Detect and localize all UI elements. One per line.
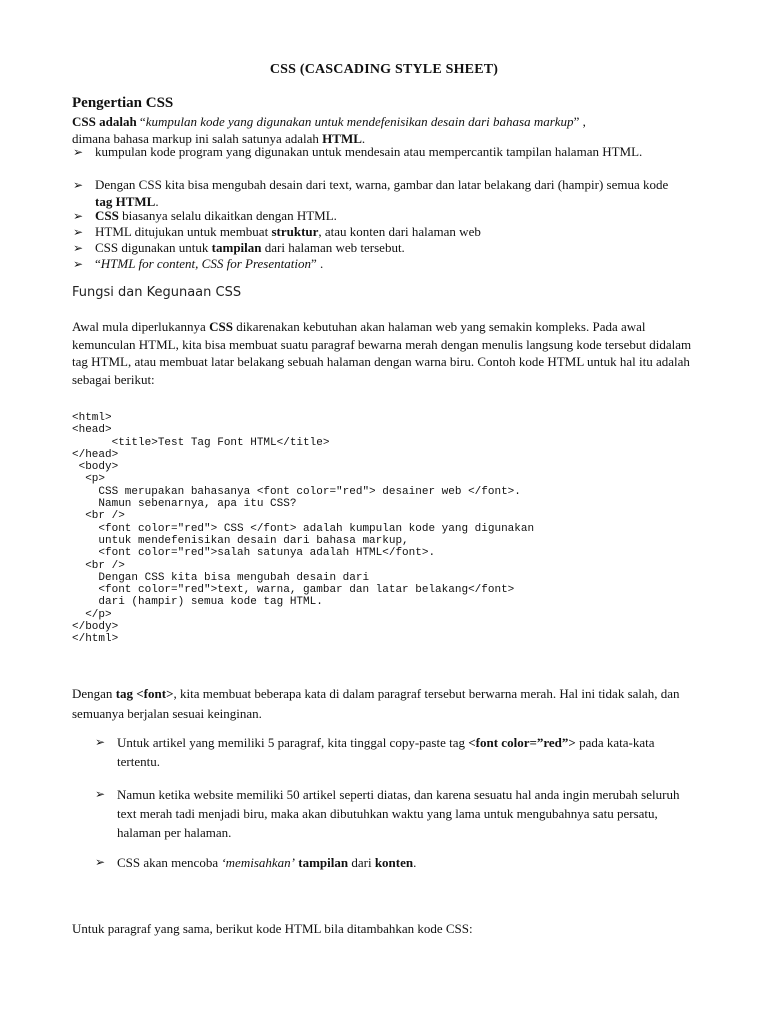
- bullet-text: Namun ketika website memiliki 50 artikel seperti diatas, dan karena sesuatu hal anda ingin merubah seluruh text merah tadi menjadi biru, maka akan dibutuhkan waktu yang lama untuk mengubahnya satu persatu, halaman per halaman.: [117, 787, 680, 840]
- list-item: [95, 785, 687, 842]
- arrow-bullet-icon: ➢: [95, 735, 106, 749]
- bullet-italic: HTML for content, CSS for Presentation: [100, 256, 311, 271]
- list-item: [73, 240, 685, 257]
- bullet-text-end: dari halaman web tersebut.: [261, 240, 405, 255]
- bullet-text-end: .: [155, 193, 159, 209]
- bullet-bold: tampilan: [298, 855, 349, 870]
- definition-line2: dimana bahasa markup ini salah satunya adalah: [72, 131, 323, 146]
- bullet-text: CSS digunakan untuk: [95, 240, 212, 255]
- definition-italic: kumpulan kode yang digunakan untuk mendefenisikan desain dari bahasa markup: [145, 114, 574, 129]
- bullet-bold: struktur: [271, 224, 319, 239]
- bullet-text: kumpulan kode program yang digunakan untuk mendesain atau mempercantik tampilan halaman HTML.: [95, 144, 643, 159]
- list-item: [73, 256, 685, 273]
- bullet-bold: CSS: [95, 208, 119, 223]
- quote-close: ” .: [310, 256, 324, 271]
- arrow-bullet-icon: ➢: [73, 145, 84, 159]
- arrow-bullet-icon: ➢: [73, 241, 84, 255]
- bullet-bold-2: konten: [374, 855, 414, 870]
- paragraph-bold: CSS: [209, 319, 233, 334]
- bullet-text: CSS akan mencoba: [117, 855, 222, 870]
- definition-bold: CSS adalah: [72, 114, 137, 129]
- quote-open: “: [95, 256, 101, 271]
- bullet-bold: <font color=”red”>: [468, 735, 576, 750]
- list-item: [73, 224, 685, 241]
- arrow-bullet-icon: ➢: [73, 209, 84, 223]
- bullet-bold: tampilan: [211, 240, 262, 255]
- html-code-block: <html> <head> <title>Test Tag Font HTML</title> </head> <body> <p> CSS merupakan bahasanya <font color="red"> desainer web </font>. Namun sebenarnya, apa itu CSS? <br /> <font color="red"> CSS </font> adalah kumpulan kode yang digunakan untuk mendefenisikan desain dari bahasa markup, <font color="red">salah satunya adalah HTML</font>. <br /> Dengan CSS kita bisa mengubah desain dari <font color="red">text, warna, gambar dan latar belakang</font> dari (hampir) semua kode tag HTML. </p> </body> </html>: [72, 412, 535, 646]
- bullet-text-end: pada kata-kata tertentu.: [117, 735, 655, 769]
- css-definition: [72, 113, 700, 147]
- arrow-bullet-icon: ➢: [73, 178, 84, 192]
- arrow-bullet-icon: ➢: [73, 225, 84, 239]
- section-heading-fungsi: Fungsi dan Kegunaan CSS: [72, 285, 242, 300]
- paragraph-bold: tag <font>: [115, 686, 174, 701]
- bullet-text: Dengan CSS kita bisa mengubah desain dari text, warna, gambar dan latar belakang dari (hampir) semua kode: [95, 177, 669, 192]
- list-item: [73, 208, 685, 225]
- bullet-text-end: , atau konten dari halaman web: [318, 224, 481, 239]
- definition-period: .: [361, 131, 366, 146]
- paragraph-intro: [72, 318, 700, 388]
- quote-open: “: [136, 114, 146, 129]
- bullet-italic: ‘memisahkan’: [221, 855, 295, 870]
- arrow-bullet-icon: ➢: [95, 855, 106, 869]
- paragraph-text: Awal mula diperlukannya: [72, 319, 210, 334]
- list-item: [73, 177, 685, 210]
- bullet-text-end: .: [413, 855, 417, 870]
- bullet-text: HTML ditujukan untuk membuat: [95, 224, 272, 239]
- paragraph-text-rest: dikarenakan kebutuhan akan halaman web yang semakin kompleks. Pada awal kemunculan HTML, kita bisa membuat suatu paragraf bewarna merah dengan menulis langsung kode tersebut didalam tag HTML, atau membuat latar belakang sebuah halaman dengan warna biru. Contoh kode HTML untuk hal itu adalah sebagai berikut:: [72, 319, 692, 387]
- list-item: [73, 144, 685, 161]
- document-title: CSS (CASCADING STYLE SHEET): [269, 62, 499, 77]
- bullet-text-mid: dari: [348, 855, 375, 870]
- list-item: [95, 853, 687, 872]
- paragraph-text-rest: , kita membuat beberapa kata di dalam paragraf tersebut berwarna merah. Hal ini tidak salah, dan semuanya berjalan sesuai keinginan.: [72, 686, 680, 721]
- paragraph-text: Dengan: [72, 686, 116, 701]
- bullet-bold: tag HTML: [95, 193, 156, 209]
- paragraph-closing: Untuk paragraf yang sama, berikut kode HTML bila ditambahkan kode CSS:: [72, 921, 473, 936]
- bullet-text: biasanya selalu dikaitkan dengan HTML.: [118, 208, 337, 223]
- definition-html-bold: HTML: [322, 131, 362, 146]
- section-heading-pengertian: Pengertian CSS: [72, 95, 174, 111]
- bullet-text: Untuk artikel yang memiliki 5 paragraf, kita tinggal copy-paste tag: [117, 735, 469, 750]
- arrow-bullet-icon: ➢: [95, 787, 106, 801]
- list-item: [95, 733, 687, 771]
- quote-close: ” ,: [573, 114, 586, 129]
- arrow-bullet-icon: ➢: [73, 257, 84, 271]
- paragraph-font-tag: [72, 684, 702, 724]
